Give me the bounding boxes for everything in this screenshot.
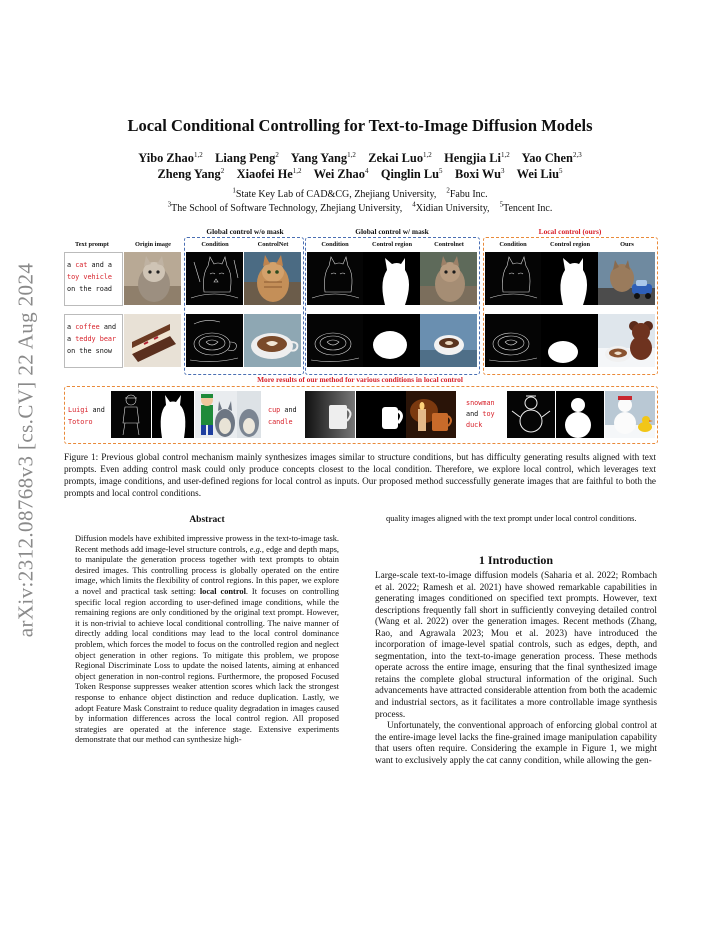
introduction-body <box>375 571 657 767</box>
col-label-condition: Condition <box>321 241 349 248</box>
abstract-continuation: quality images aligned with the text prompt under local control conditions. <box>386 514 637 523</box>
condition-canny-cat <box>485 252 541 305</box>
condition-canny-coffee <box>186 314 243 367</box>
intro-paragraph-1: Large-scale text-to-image diffusion models (Saharia et al. 2022; Rombach et al. 2022; Ramesh et al. 2021) have showed remarkable capabilities in generating images conditioned on specified text prompts. However, text descriptions frequently fall short in sufficiently conveying detailed control (Wang et al. 2022) over the generation images. Recent methods (Zhang, Rao, and Agrawala 2023; Mou et al. 2023) have introduced the incorporation of image-level spatial controls, such as edges, depth, and segmentation, into the text-to-image generation process. These methods operate across the entire image, ensuring that the final synthesized image retains the complete global structural information of the original. Such advancements have attracted considerable attention from both the academic and industrial sectors, as it facilitates a more controllable image synthesis process. <box>375 571 657 720</box>
figure-caption: Figure 1: Previous global control mechanism mainly synthesizes images similar to structure conditions, but has difficulty generating results aligned with text prompts. Even adding control mask could only produce concepts closest to the local condition. Therefore, we explore local control, which leverages text prompts, image conditions, and user-defined regions for local control as inputs. Our proposed method successfully generate images that are faithful to both the prompts and local control conditions. <box>64 452 656 498</box>
controlnet-output-coffee <box>244 314 301 367</box>
bottom-prompt-luigi-totoro: Luigi and Totoro <box>68 406 105 426</box>
col-label-control-region: Control region <box>371 241 413 248</box>
mask-cup <box>356 391 406 438</box>
col-label-controlnet: Controlnet <box>434 241 464 248</box>
ours-totoro-crop <box>237 391 261 438</box>
col-label-condition: Condition <box>499 241 527 248</box>
ours-luigi-totoro <box>195 391 237 438</box>
author: Xiaofei He$^{1,2}$ <box>236 166 302 181</box>
ours-output-teddy-coffee <box>598 314 655 367</box>
bottom-prompt-snowman-duck: snowman and toy duck <box>466 399 495 429</box>
affiliation-line-2: $^3$The School of Software Technology, Zhejiang University, $^4$Xidian University, $^5$Tencent Inc. <box>167 200 553 214</box>
author: Wei Liu$^5$ <box>516 166 563 181</box>
author: Qinglin Lu$^5$ <box>380 166 443 181</box>
col-label-condition: Condition <box>201 241 229 248</box>
prompt-row-1: a cat and a toy vehicle on the road <box>67 261 113 293</box>
arxiv-id: arXiv:2312.08768v3 [cs.CV] 22 Aug 2024 <box>13 262 38 638</box>
author: Hengjia Li$^{1,2}$ <box>444 150 510 165</box>
more-results-heading: More results of our method for various conditions in local control <box>257 375 463 384</box>
origin-image-cake <box>124 314 181 367</box>
author: Zekai Luo$^{1,2}$ <box>368 150 432 165</box>
condition-canny-coffee <box>307 314 363 367</box>
group-title-global-no-mask: Global control w/o mask <box>206 227 284 236</box>
group-title-local: Local control (ours) <box>538 227 602 236</box>
condition-luigi-sketch <box>111 391 151 438</box>
abstract-body: Diffusion models have exhibited impressive prowess in the text-to-image task. Recent methods add image-level structure controls, e.g., edge and depth maps, to manipulate the generation process together with text prompts to obtain desired images. This controlling process is globally operated on the entire image, which limits the flexibility of control regions. In this paper, we explore a novel and practical task setting: local control. It focuses on controlling specific local region according to user-defined image conditions, while the remaining regions are only conditioned by the original text prompt. However, it is non-trivial to achieve local conditional controlling. The naive manner of directly adding local conditions may lead to the local control dominance problem, which forces the model to focus on the controlled region and neglect object generation in other regions. To mitigate this problem, we propose Regional Discriminate Loss to update the noised latents, aiming at enhanced object generation in non-control regions. Furthermore, the proposed Focused Token Response suppresses weaker attention scores which lack the strongest response to enhance object distinction and reduce duplication. Lastly, we adopt Feature Mask Constraint to reduce quality degradation in images caused by information differences across the local control region. All proposed strategies are operated at the inference stage. Extensive experiments demonstrate that our method can synthesize high- <box>75 534 339 745</box>
figure-1 <box>0 0 720 450</box>
author: Zheng Yang$^2$ <box>157 166 225 181</box>
controlnet-output-cat <box>244 252 301 305</box>
author: Boxi Wu$^3$ <box>454 166 505 181</box>
control-region-mask-coffee <box>363 314 420 367</box>
col-label-control-region: Control region <box>549 241 591 248</box>
affiliation-line-1: $^1$State Key Lab of CAD&CG, Zhejiang University, $^2$Fabu Inc. <box>232 186 488 200</box>
origin-image-cat <box>124 252 181 305</box>
condition-snowman-scribble <box>507 391 555 438</box>
condition-canny-coffee <box>485 314 541 367</box>
controlnet-mask-output-coffee <box>420 314 477 367</box>
ours-cup-candle <box>406 391 456 438</box>
ours-output-cat-vehicle <box>598 252 655 305</box>
paper-title: Local Conditional Controlling for Text-to-Image Diffusion Models <box>127 116 593 135</box>
prompt-row-2: a coffee and a teddy bear on the snow <box>67 323 117 355</box>
abstract-heading: Abstract <box>189 515 225 525</box>
control-region-mask-coffee <box>541 314 598 367</box>
mask-totoro <box>152 391 194 438</box>
condition-cup-depth <box>305 391 355 438</box>
col-label-controlnet: ControlNet <box>257 241 289 248</box>
col-label-origin-image: Origin image <box>134 241 172 248</box>
author: Yibo Zhao$^{1,2}$ <box>138 150 203 165</box>
author: Wei Zhao$^4$ <box>313 166 369 181</box>
author: Yang Yang$^{1,2}$ <box>290 150 356 165</box>
col-label-ours: Ours <box>620 241 634 248</box>
introduction-heading: 1 Introduction <box>478 553 554 567</box>
condition-canny-cat <box>307 252 363 305</box>
controlnet-mask-output-cat <box>420 252 477 305</box>
mask-snowman <box>556 391 604 438</box>
author: Liang Peng$^2$ <box>215 150 279 165</box>
author: Yao Chen$^{2,3}$ <box>521 150 582 165</box>
control-region-mask-cat <box>363 252 420 305</box>
control-region-mask-cat <box>541 252 598 305</box>
condition-canny-cat <box>186 252 243 305</box>
ours-snowman-duck <box>605 391 655 438</box>
bottom-prompt-cup-candle: cup and candle <box>268 406 297 426</box>
col-label-text-prompt: Text prompt <box>75 241 109 248</box>
intro-paragraph-2: Unfortunately, the conventional approach of enforcing global control at the entire-image level lacks the fine-grained image manipulation capability that users often require. Considering the example in Figure 1, we might want to exclusively apply the cat canny condition, while allowing the gen- <box>375 721 657 766</box>
group-title-global-mask: Global control w/ mask <box>355 227 429 236</box>
